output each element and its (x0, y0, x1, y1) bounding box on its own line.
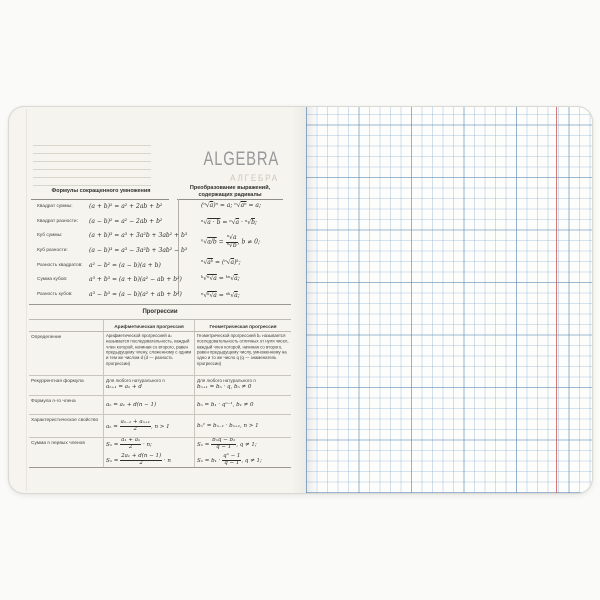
table-row-characteristic: Характеристическое свойство aₙ = $\frac{\text{aₙ₋₁ + aₙ₊₁}}{2}$ , n > 1 bₙ² = bₙ₋₁ · bₙ₊₁, n > 1 (29, 415, 291, 438)
rule-under-mult-header (31, 199, 169, 200)
progressions-table (29, 304, 291, 468)
left-page (9, 107, 306, 493)
table-row-definition: Определение Арифметической прогрессией aₙ называется последовательность, каждый член которой, начиная со второго, равен предыдущему члену, сложенному с одним и тем же числом d (d — разность прогрессии) Геометрической прогрессией bₙ называется последовательность отличных от нуля чисел, каждый член которой, начиная со второго, равен предыдущему числу, умноженному на одно и то же число q (q — знаменатель прогрессии) (29, 332, 291, 376)
formula-row: (ⁿ√a)ⁿ = a; ⁿ√aⁿ = a; (201, 202, 262, 209)
page-title: ALGEBRA (203, 149, 279, 170)
table-row-sum: Сумма n первых членов Sₙ = $\frac{\text{a₁ + aₙ}}{2}$ · n; Sₙ = $\frac{\text{2a₁ + d(n − 1)}}{2}$ · n Sₙ = $\frac{\text{bₙq − b₁}}{q - 1}$ , q ≠ 1; Sₙ = b₁ · $\frac{\text{qⁿ − 1}}{q - 1}$ , q ≠ 1; (29, 438, 291, 467)
rule-under-radicals-header (177, 199, 283, 200)
page-edge-crease (26, 109, 27, 491)
formula-row: Квадрат суммы: (a + b)² = a² + 2ab + b² (37, 203, 163, 210)
formula-row: Разность кубов: a³ − b³ = (a − b)(a² + ab + b²) (37, 290, 182, 298)
progressions-title: Прогрессии (29, 305, 291, 320)
notebook-spread (8, 106, 593, 494)
formula-row: Разность квадратов: a² − b² = (a − b)(a + b) (37, 261, 161, 269)
col-arithmetic: Арифметическая прогрессия (103, 320, 194, 331)
formula-row: Сумма кубов: a³ + b³ = (a + b)(a² − ab + b²) (37, 276, 182, 284)
red-margin-line (556, 107, 557, 493)
multiplication-formulas (37, 203, 188, 298)
page-subtitle: АЛГЕБРА (230, 173, 279, 183)
left-page-seam-shade (292, 107, 306, 493)
radicals-header: Преобразование выражений, содержащих радикалы (189, 185, 271, 198)
right-page-grid-paper (306, 107, 592, 493)
formula-row: ⁿ√a · b = ⁿ√a · ⁿ√b; (201, 218, 257, 226)
formula-row: ⁿ√ᵏ√a = ⁿᵏ√a; (201, 291, 240, 299)
formula-row: ᵏ√ⁿ√a = ᵏⁿ√a; (201, 275, 240, 283)
title-block (159, 149, 279, 183)
formula-row: Куб разности: (a − b)³ = a³ − 3a²b + 3ab² − b³ (37, 246, 188, 254)
name-lines (33, 138, 151, 186)
table-row-recurrent: Рекуррентная формула Для любого натурального n aₙ₊₁ = aₙ + d Для любого натурального n bₙ₊₁ = bₙ · q, bₙ ≠ 0 (29, 376, 291, 396)
formula-row: ⁿ√aᵏ = (ⁿ√a)ᵏ; (201, 258, 241, 266)
formula-row: ⁿ√a/b = $\frac{\text{ⁿ√a}}{\text{ⁿ√b}}$ , b ≠ 0; (201, 234, 261, 249)
col-geometric: Геометрическая прогрессия (194, 320, 291, 331)
radical-formulas (189, 202, 285, 299)
multiplication-header: Формулы сокращенного умножения (51, 188, 151, 194)
seam-shadow (306, 107, 318, 493)
table-row-nth-term: Формула n-го члена aₙ = a₁ + d(n − 1) bₙ = b₁ · qⁿ⁻¹, b₁ ≠ 0 (29, 396, 291, 415)
progressions-column-headers (29, 320, 291, 332)
formula-row: Куб суммы: (a + b)³ = a³ + 3a²b + 3ab² + b³ (37, 232, 188, 240)
formula-row: Квадрат разности: (a − b)² = a² − 2ab + b² (37, 217, 163, 225)
